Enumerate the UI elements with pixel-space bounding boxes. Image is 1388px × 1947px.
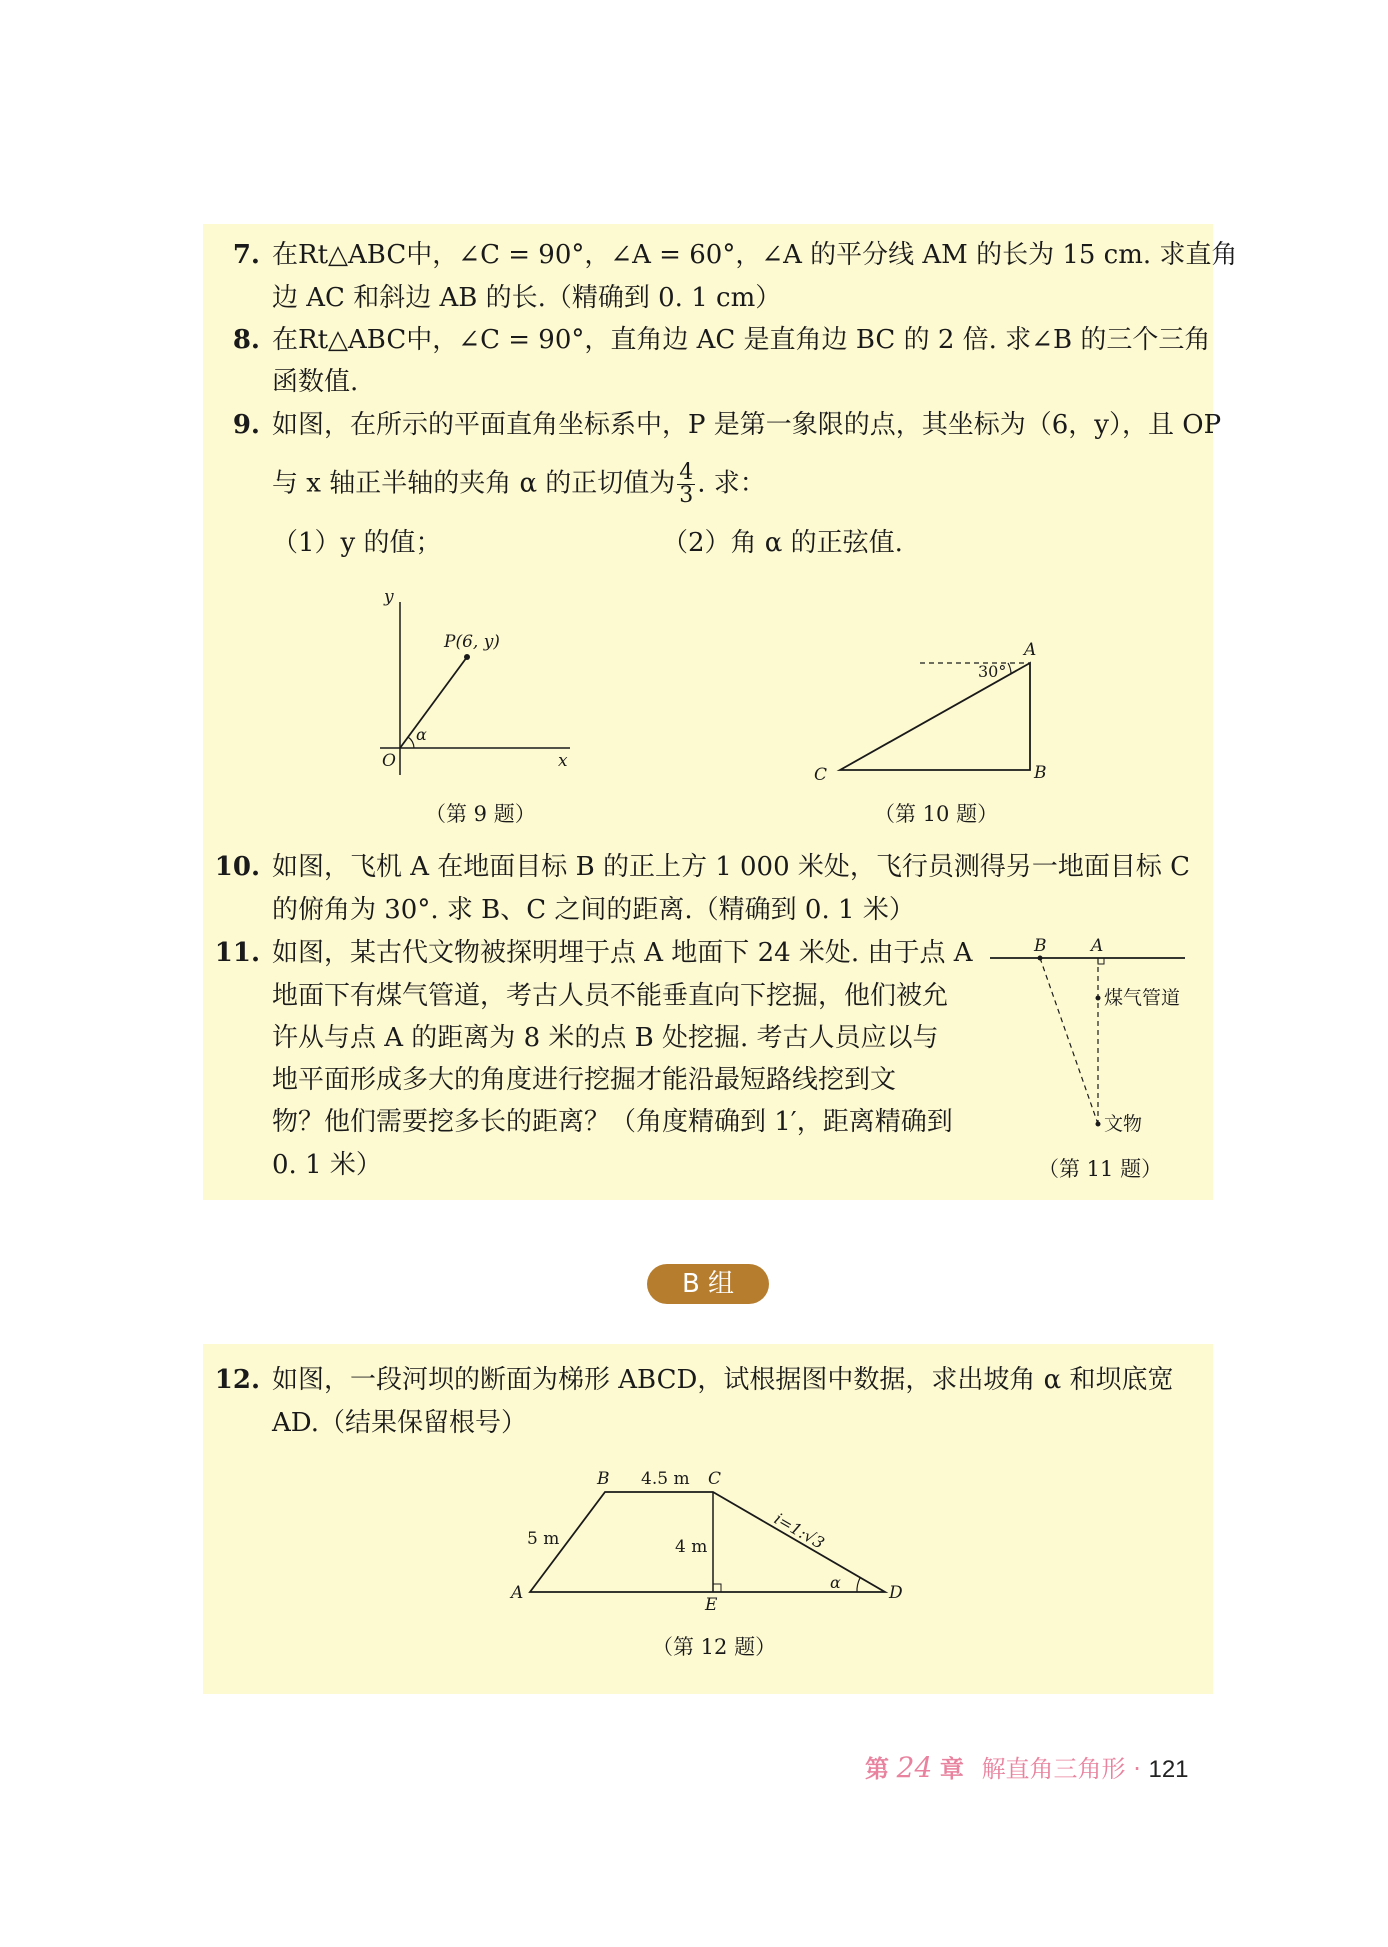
fig12-label-a: A <box>511 1583 524 1603</box>
figure-11-excavation <box>990 936 1195 1136</box>
fig12-label-top: 4.5 m <box>641 1469 690 1489</box>
problem-12-line2: AD.（结果保留根号） <box>272 1408 527 1438</box>
problem-11-line1: 如图，某古代文物被探明埋于点 A 地面下 24 米处. 由于点 A <box>272 938 973 968</box>
fig12-label-slope: i=1:√3 <box>771 1509 828 1553</box>
problem-9-sub1: （1）y 的值； <box>272 528 442 558</box>
fig12-label-alpha: α <box>830 1573 841 1592</box>
fig9-label-o: O <box>382 751 396 771</box>
problem-11-line4: 地平面形成多大的角度进行挖掘才能沿最短路线挖到文 <box>272 1065 897 1095</box>
footer-chapter-number: 24 <box>896 1751 933 1784</box>
fig12-label-d: D <box>889 1583 903 1603</box>
problem-11-line3: 许从与点 A 的距离为 8 米的点 B 处挖掘. 考古人员应以与 <box>272 1023 939 1053</box>
problem-7-number: 7. <box>232 240 260 270</box>
fig10-label-a: A <box>1024 640 1037 660</box>
problem-12-line1: 如图，一段河坝的断面为梯形 ABCD，试根据图中数据，求出坡角 α 和坝底宽 <box>272 1365 1174 1395</box>
problem-10-line2: 的俯角为 30°. 求 B、C 之间的距离.（精确到 0. 1 米） <box>272 895 915 925</box>
problem-9-line2-pre: 与 x 轴正半轴的夹角 α 的正切值为 <box>272 468 676 499</box>
fig11-label-relic: 文物 <box>1104 1113 1143 1135</box>
problem-10-number: 10. <box>214 852 260 882</box>
problem-10-line1: 如图，飞机 A 在地面目标 B 的正上方 1 000 米处，飞行员测得另一地面目标 C <box>272 852 1191 882</box>
figure-12-caption: （第 12 题） <box>652 1635 777 1659</box>
fig12-label-height: 4 m <box>675 1537 708 1557</box>
fig9-label-x: x <box>558 751 568 771</box>
fig11-label-a: A <box>1091 936 1104 956</box>
fraction-numerator: 4 <box>679 460 694 485</box>
problem-11-line5: 物？他们需要挖多长的距离？（角度精确到 1′，距离精确到 <box>272 1107 953 1137</box>
fig12-label-b: B <box>597 1469 610 1489</box>
footer-page-number: 121 <box>1148 1756 1189 1783</box>
problem-9-line2-post: . 求： <box>697 468 766 499</box>
fig11-label-pipe: 煤气管道 <box>1104 987 1181 1009</box>
problem-9-sub2: （2）角 α 的正弦值. <box>662 528 903 558</box>
fig12-label-e: E <box>705 1595 718 1615</box>
footer-chapter-prefix: 第 <box>865 1755 889 1783</box>
problem-8-line1: 在Rt△ABC中，∠C = 90°，直角边 AC 是直角边 BC 的 2 倍. 求∠B 的三个三角 <box>272 325 1211 355</box>
problem-11-line2: 地面下有煤气管道，考古人员不能垂直向下挖掘，他们被允 <box>272 981 949 1011</box>
problem-12-number: 12. <box>214 1365 260 1395</box>
figure-10-airplane-triangle <box>810 640 1050 785</box>
fig12-label-side: 5 m <box>527 1529 560 1549</box>
figure-9-coordinate-plane <box>370 587 580 771</box>
problem-11-number: 11. <box>214 938 260 968</box>
fig10-label-angle: 30° <box>978 662 1007 681</box>
figure-11-caption: （第 11 题） <box>1038 1157 1163 1181</box>
problem-8-number: 8. <box>232 325 260 355</box>
fig9-label-alpha: α <box>416 725 427 744</box>
fraction-four-thirds <box>677 462 695 507</box>
footer-chapter-suffix: 章 <box>939 1755 964 1783</box>
problem-9-line1: 如图，在所示的平面直角坐标系中，P 是第一象限的点，其坐标为（6，y），且 OP <box>272 410 1222 440</box>
problem-9-line2 <box>272 462 766 507</box>
figure-12-trapezoid-dam <box>505 1470 910 1615</box>
problem-7-line2: 边 AC 和斜边 AB 的长.（精确到 0. 1 cm） <box>272 283 782 313</box>
page-footer <box>865 1753 1189 1785</box>
figure-9-caption: （第 9 题） <box>425 802 536 826</box>
fig9-label-y: y <box>384 587 394 607</box>
problem-7-line1: 在Rt△ABC中，∠C = 90°，∠A = 60°，∠A 的平分线 AM 的长为 15 cm. 求直角 <box>272 240 1238 270</box>
group-b-badge: B 组 <box>647 1264 769 1304</box>
footer-chapter-title: 解直角三角形 · <box>981 1755 1141 1783</box>
fig12-label-c: C <box>708 1469 722 1489</box>
fig11-label-b: B <box>1034 936 1047 956</box>
fig10-label-b: B <box>1034 763 1047 783</box>
problem-9-number: 9. <box>232 410 260 440</box>
fig10-label-c: C <box>814 765 828 785</box>
fraction-denominator: 3 <box>679 483 694 508</box>
problem-8-line2: 函数值. <box>272 367 359 397</box>
problem-11-line6: 0. 1 米） <box>272 1150 382 1180</box>
fig9-label-p: P(6, y) <box>444 632 500 652</box>
figure-10-caption: （第 10 题） <box>874 802 999 826</box>
